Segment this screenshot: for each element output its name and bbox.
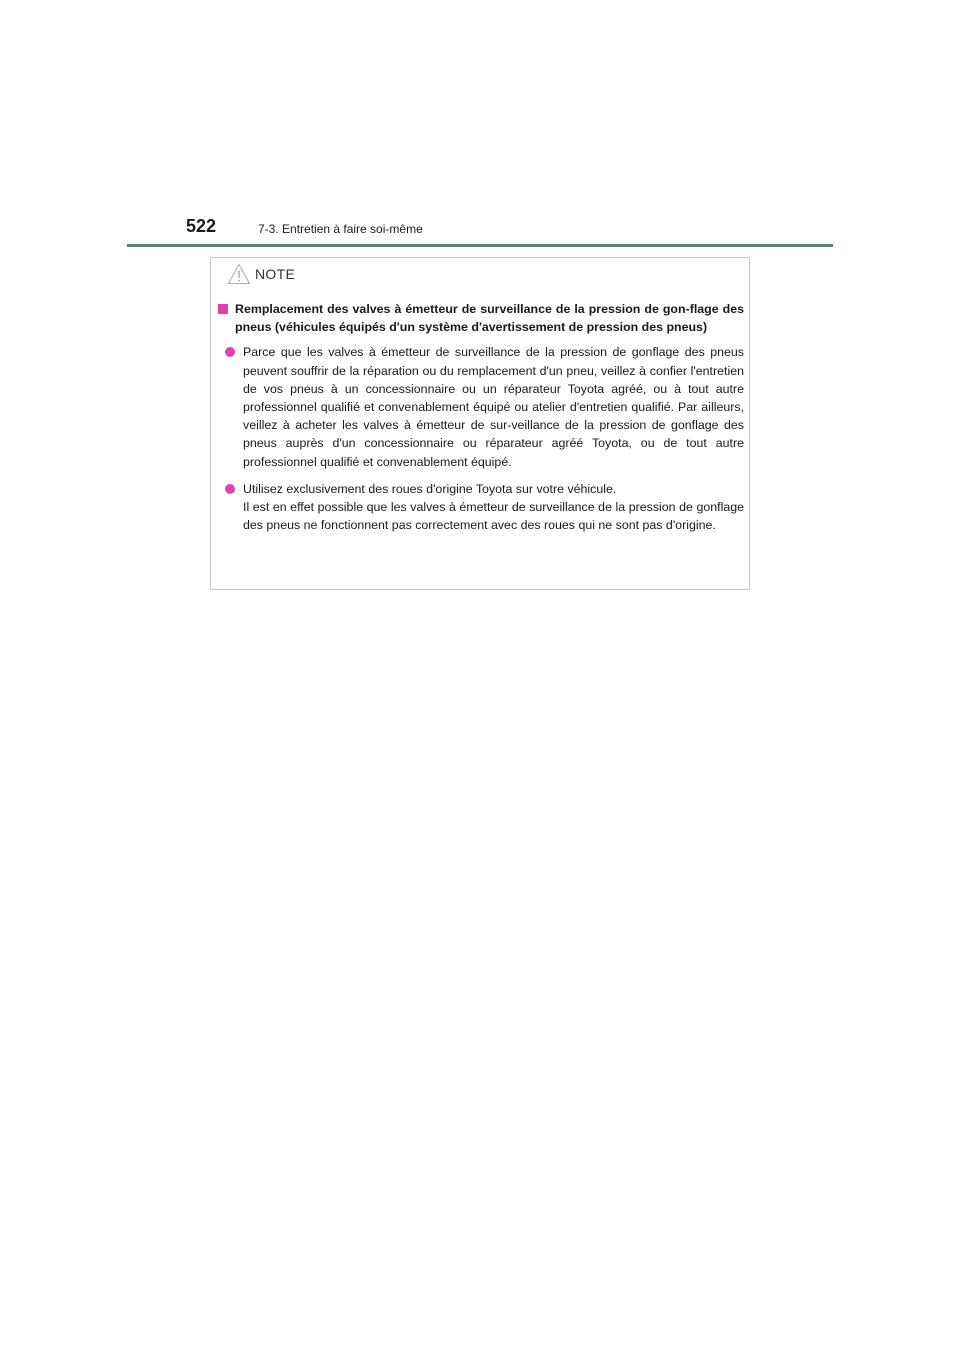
list-item xyxy=(217,480,744,535)
item-paragraph: Parce que les valves à émetteur de surveillance de la pression de gonflage des pneus peuvent souffrir de la réparation ou du remplacement d'un pneu, veillez à confier l'entretien de vos pneus à un concessionnaire ou un réparateur Toyota agréé, ou à tout autre professionnel qualifié et convenablement équipé ou atelier d'entretien qualifié. Par ailleurs, veillez à acheter les valves à émetteur de sur-veillance de la pression de gonflage des pneus auprès d'un concessionnaire ou réparateur agréé Toyota, ou de tout autre professionnel qualifié et convenablement équipé. xyxy=(243,345,744,469)
item-paragraph: Il est en effet possible que les valves à émetteur de surveillance de la pression de gonflage des pneus ne fonctionnent pas correctement avec des roues qui ne sont pas d'origine. xyxy=(243,500,744,533)
circle-bullet-icon xyxy=(225,347,235,357)
note-box xyxy=(210,257,750,590)
item-paragraph: Utilisez exclusivement des roues d'origine Toyota sur votre véhicule. xyxy=(243,481,617,496)
page-number: 522 xyxy=(186,216,217,236)
header-rule xyxy=(127,244,833,247)
circle-bullet-icon xyxy=(225,484,235,494)
note-label: NOTE xyxy=(255,266,296,282)
section-title: 7-3. Entretien à faire soi-même xyxy=(258,222,423,236)
section-heading xyxy=(217,300,744,336)
list-item xyxy=(217,343,744,470)
section-heading-text: Remplacement des valves à émetteur de surveillance de la pression de gon-flage des pneus (véhicules équipés d'un système d'avertissement de pression des pneus) xyxy=(235,302,744,335)
note-content xyxy=(217,300,744,534)
note-header xyxy=(227,263,295,285)
warning-triangle-icon xyxy=(227,263,251,285)
square-bullet-icon xyxy=(218,304,228,314)
